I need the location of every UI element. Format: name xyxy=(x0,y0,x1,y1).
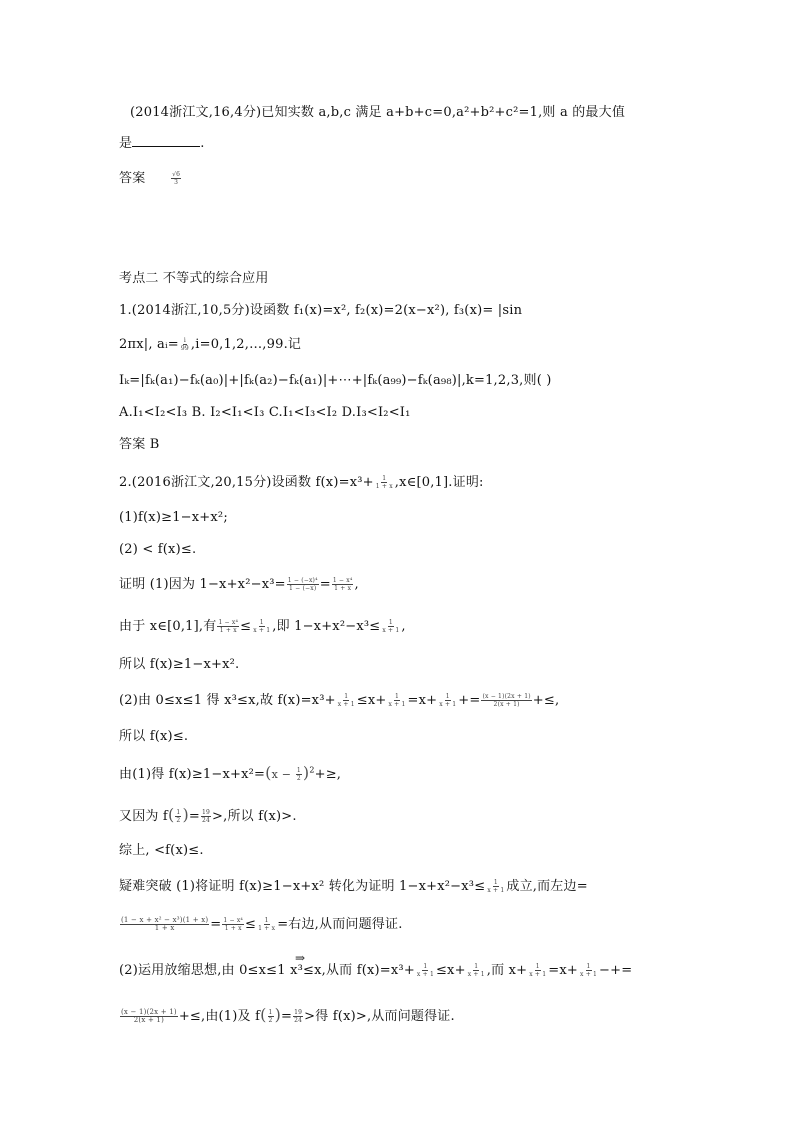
p1-answer: 答案 B xyxy=(119,437,160,452)
p2-line1: 2.(2016浙江文,20,15分)设函数 f(x)=x³+ $\frac{1}{1 + x}$ ,x∈[0,1].证明: xyxy=(119,475,484,490)
p2-line3: (2) < f(x)≤. xyxy=(119,542,197,557)
section-heading: 考点二 不等式的综合应用 xyxy=(119,271,269,286)
proof-line8: 综上, <f(x)≤. xyxy=(119,843,204,858)
hint-line4: $\frac{(x - 1)(2x + 1)}{2(x + 1)}$ +≤,由(1)及 f( $\frac{1}{2}$ )= $\frac{19}{24}$ >得 f(x)>,从而问题得证. xyxy=(121,1005,455,1024)
p1-line3: Iₖ=|fₖ(a₁)−fₖ(a₀)|+|fₖ(a₂)−fₖ(a₁)|+⋯+|fₖ(a₉₉)−fₖ(a₉₈)|,k=1,2,3,则( ) xyxy=(119,373,552,388)
intro-suffix: . xyxy=(200,136,205,151)
hint-line1: 疑难突破 (1)将证明 f(x)≥1−x+x² 转化为证明 1−x+x²−x³≤ $\frac{1}{x + 1}$ 成立,而左边= xyxy=(119,879,588,894)
intro-question-line2 xyxy=(119,134,205,153)
answer-fraction: $\frac{√6}{3}$ xyxy=(172,171,181,186)
proof-line6: 由(1)得 f(x)≥1−x+x²=(x − $\frac{1}{2}$ )$^2$+≥, xyxy=(119,763,342,782)
answer-blank xyxy=(132,134,200,147)
hint-line2: $\frac{\text{(1 − x + x² − x³)(1 + x)}}{1 + x}$ = $\frac{\text{1 − x⁴}}{1 + x}$ ≤ $\frac{1}{1 + x}$ =右边,从而问题得证. xyxy=(121,916,403,932)
proof-line5: 所以 f(x)≤. xyxy=(119,729,189,744)
proof-line3: 所以 f(x)≥1−x+x². xyxy=(119,657,240,672)
proof-line1: 证明 (1)因为 1−x+x²−x³= $\frac{\text{1 − (−x)⁴}}{1 - (-x)}$ = $\frac{\text{1 − x⁴}}{1 + x}$ , xyxy=(119,577,359,592)
answer-label: 答案 xyxy=(119,171,146,186)
p1-line2: 2πx|, aᵢ= $\frac{i}{99}$ ,i=0,1,2,…,99.记 xyxy=(119,337,302,352)
intro-answer xyxy=(119,170,182,188)
proof-line4: (2)由 0≤x≤1 得 x³≤x,故 f(x)=x³+ $\frac{1}{x + 1}$ ≤x+ $\frac{1}{x + 1}$ =x+ $\frac{1}{x + 1}$ += $\frac{(x - 1)(2x + 1)}{2(x + 1)}$ +≤, xyxy=(119,693,560,708)
intro-prefix: 是 xyxy=(119,136,133,151)
hint-line3: (2)运用放缩思想,由 0≤x≤1 x³≤x,从而 f(x)=x³+ $\frac{1}{x + 1}$ ≤x+ $\frac{1}{x + 1}$ ,而 x+ $\frac{1}{x + 1}$ =x+ $\frac{1}{x + 1}$ −+= xyxy=(119,963,633,978)
proof-line7: 又因为 f( $\frac{1}{2}$ )= $\frac{19}{24}$ >,所以 f(x)>. xyxy=(119,805,297,824)
p1-choices: A.I₁<I₂<I₃ B. I₂<I₁<I₃ C.I₁<I₃<I₂ D.I₃<I₂<I₁ xyxy=(119,405,411,420)
p1-line1: 1.(2014浙江,10,5分)设函数 f₁(x)=x², f₂(x)=2(x−x²), f₃(x)= |sin xyxy=(119,303,523,318)
p2-line2: (1)f(x)≥1−x+x²; xyxy=(119,510,228,525)
proof-line2: 由于 x∈[0,1],有 $\frac{\text{1 − x⁴}}{1 + x}$ ≤ $\frac{1}{x + 1}$ ,即 1−x+x²−x³≤ $\frac{1}{x + 1}$ , xyxy=(119,619,406,634)
implies-arrow-icon: ⇒ xyxy=(295,951,306,965)
intro-question-line1: (2014浙江文,16,4分)已知实数 a,b,c 满足 a+b+c=0,a²+b²+c²=1,则 a 的最大值 xyxy=(130,105,626,120)
